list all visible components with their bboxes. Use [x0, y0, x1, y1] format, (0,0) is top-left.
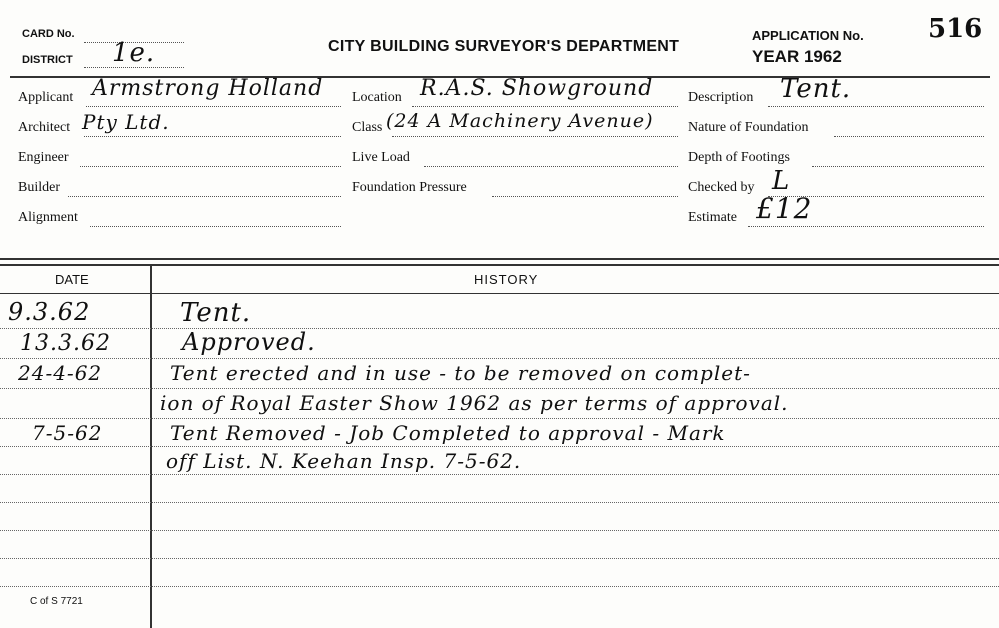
history-header-rule	[0, 293, 999, 294]
depth-label: Depth of Footings	[688, 150, 790, 165]
description-line	[768, 106, 984, 107]
class-label: Class	[352, 120, 383, 135]
engineer-line	[80, 166, 341, 167]
history-date: 9.3.62	[8, 298, 91, 326]
card-no-label: CARD No.	[22, 28, 75, 40]
depth-line	[812, 166, 984, 167]
form-code: C of S 7721	[30, 596, 83, 607]
architect-line	[84, 136, 341, 137]
history-header: HISTORY	[474, 272, 539, 287]
checked-value: L	[772, 166, 791, 196]
estimate-value: £12	[756, 192, 813, 225]
location-value: R.A.S. Showground	[420, 76, 654, 101]
location-line	[412, 106, 678, 107]
history-date: 7-5-62	[32, 421, 103, 445]
history-entry: off List. N. Keehan Insp. 7-5-62.	[166, 449, 522, 473]
class-value: (24 A Machinery Avenue)	[386, 110, 654, 132]
class-line	[392, 136, 678, 137]
applicant-line	[86, 106, 341, 107]
history-entry: Tent erected and in use - to be removed on complet-	[170, 361, 751, 385]
ruling-line	[0, 388, 999, 389]
live-load-line	[424, 166, 678, 167]
applicant-value: Armstrong Holland	[92, 76, 324, 101]
ruling-line	[0, 558, 999, 559]
estimate-line	[748, 226, 984, 227]
nature-label: Nature of Foundation	[688, 120, 809, 135]
ruling-line	[0, 446, 999, 447]
department-title: CITY BUILDING SURVEYOR'S DEPARTMENT	[328, 38, 680, 55]
history-entry: ion of Royal Easter Show 1962 as per terms of approval.	[160, 391, 789, 415]
history-entry: Tent Removed - Job Completed to approval - Mark	[170, 421, 726, 445]
checked-label: Checked by	[688, 180, 755, 195]
date-column-divider	[150, 266, 152, 628]
foundation-pressure-line	[492, 196, 678, 197]
location-label: Location	[352, 90, 402, 105]
builder-label: Builder	[18, 180, 60, 195]
architect-value: Pty Ltd.	[82, 110, 170, 134]
application-label: APPLICATION No.	[752, 28, 864, 43]
district-value: 1e.	[112, 38, 156, 68]
history-entry: Tent.	[180, 298, 252, 328]
description-label: Description	[688, 90, 754, 105]
application-number: 516	[928, 14, 983, 44]
ruling-line	[0, 328, 999, 329]
applicant-label: Applicant	[18, 90, 74, 105]
ruling-line	[0, 418, 999, 419]
nature-line	[834, 136, 984, 137]
history-date: 13.3.62	[20, 331, 111, 356]
ruling-line	[0, 358, 999, 359]
history-top-rule	[0, 258, 999, 260]
ruling-line	[0, 530, 999, 531]
date-header: DATE	[55, 272, 89, 287]
builder-line	[68, 196, 341, 197]
year-label: YEAR 1962	[752, 47, 842, 66]
ruling-line	[0, 586, 999, 587]
history-entry: Approved.	[182, 328, 316, 356]
alignment-label: Alignment	[18, 210, 78, 225]
live-load-label: Live Load	[352, 150, 410, 165]
ruling-line	[0, 502, 999, 503]
engineer-label: Engineer	[18, 150, 69, 165]
ruling-line	[0, 474, 999, 475]
history-date: 24-4-62	[18, 361, 103, 385]
description-value: Tent.	[780, 74, 852, 104]
estimate-label: Estimate	[688, 210, 737, 225]
alignment-line	[90, 226, 341, 227]
district-label: DISTRICT	[22, 54, 73, 66]
foundation-pressure-label: Foundation Pressure	[352, 180, 467, 195]
architect-label: Architect	[18, 120, 71, 135]
